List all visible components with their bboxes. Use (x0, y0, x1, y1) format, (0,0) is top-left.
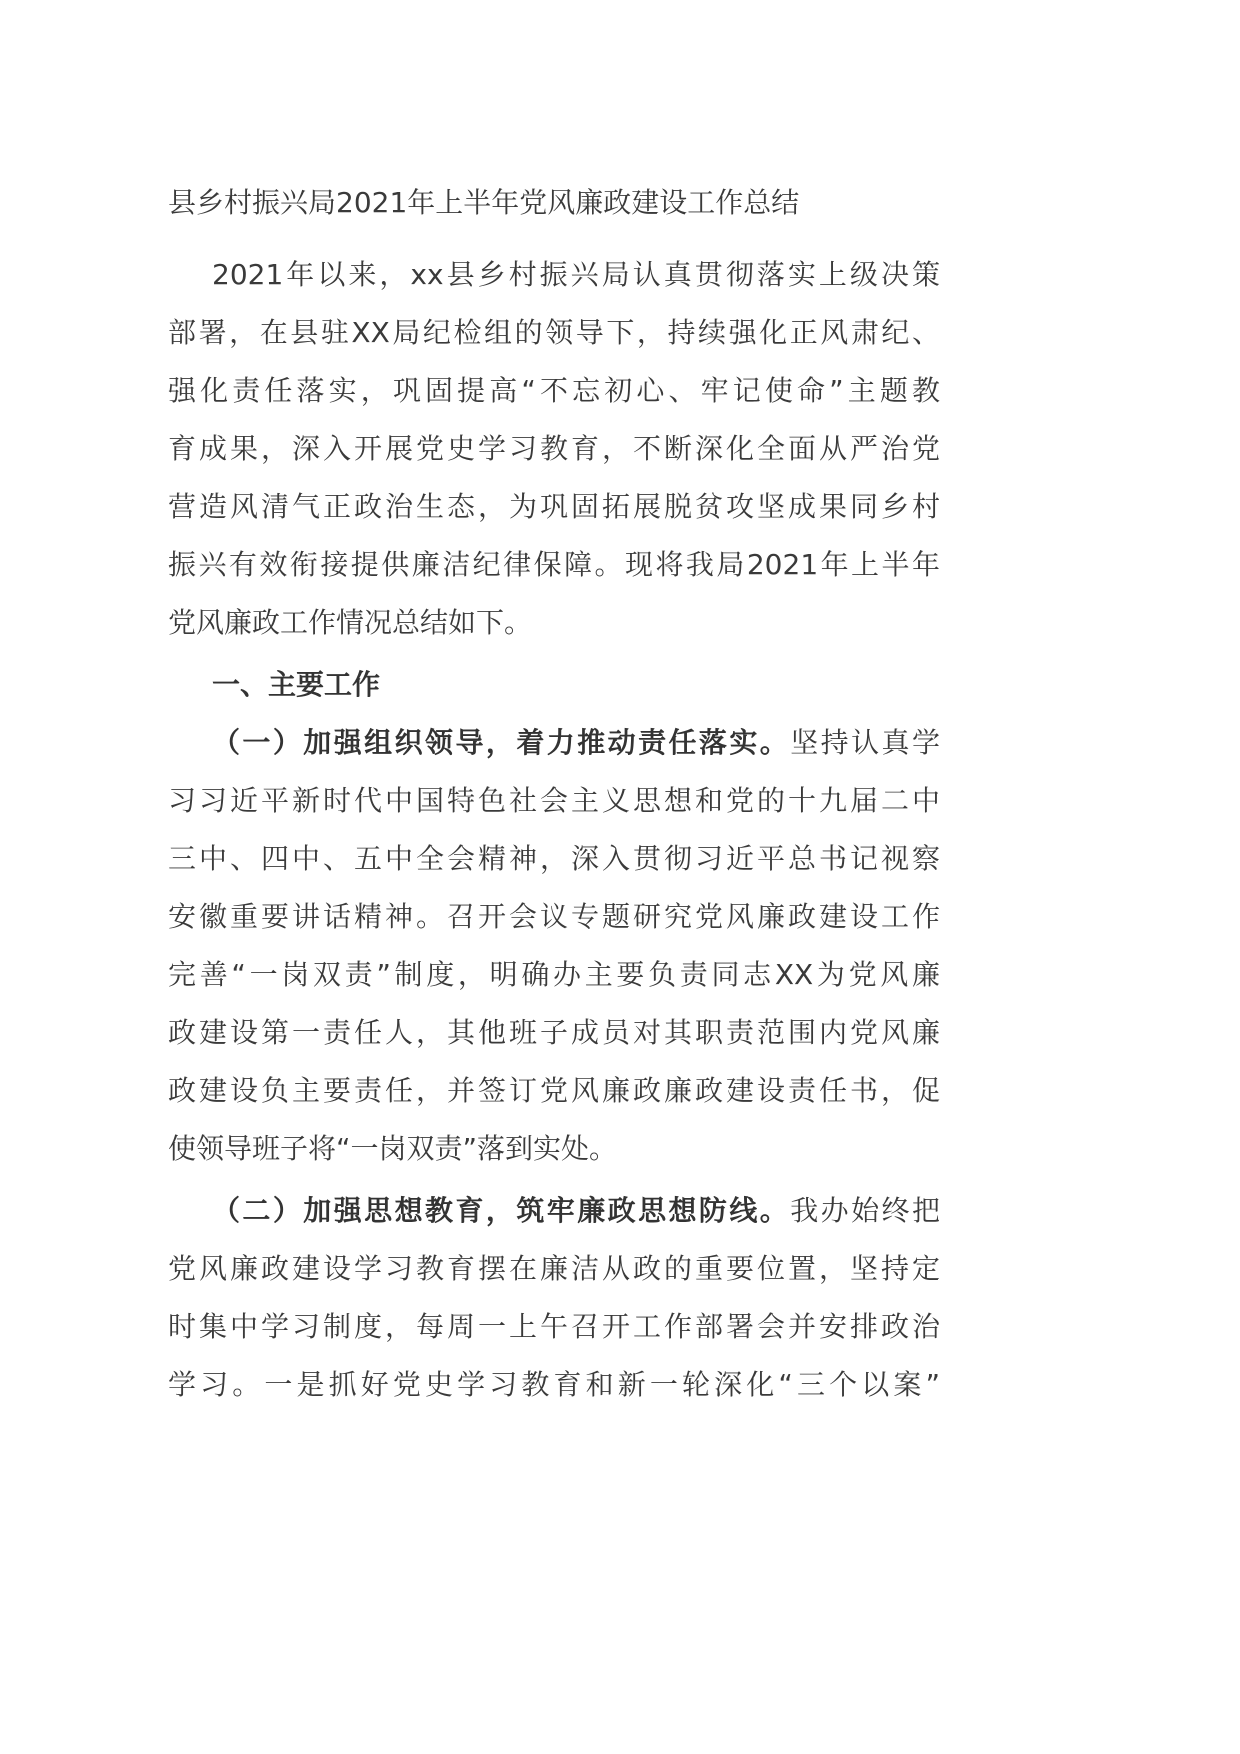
paragraph-line: 党风廉政建设学习教育摆在廉洁从政的重要位置，坚持定 (168, 1252, 940, 1285)
paragraph-line: 完善“一岗双责”制度，明确办主要负责同志XX为党风廉 (168, 958, 940, 991)
paragraph-line: 政建设负主要责任，并签订党风廉政廉政建设责任书，促 (168, 1074, 940, 1107)
paragraph-text: 坚持认真学 (790, 726, 940, 759)
paragraph-line: 政建设第一责任人，其他班子成员对其职责范围内党风廉 (168, 1016, 940, 1049)
paragraph-line: 使领导班子将“一岗双责”落到实处。 (168, 1132, 618, 1165)
paragraph-line: 时集中学习制度，每周一上午召开工作部署会并安排政治 (168, 1310, 940, 1343)
paragraph-line: 营造风清气正政治生态，为巩固拓展脱贫攻坚成果同乡村 (168, 490, 940, 523)
section-heading (212, 665, 940, 705)
section-heading-text: 一、主要工作 (212, 668, 381, 701)
paragraph-line: 部署，在县驻XX局纪检组的领导下，持续强化正风肃纪、 (168, 316, 940, 349)
subsection-first-line (212, 1191, 940, 1231)
paragraph-line: 学习。一是抓好党史学习教育和新一轮深化“三个以案” (168, 1368, 940, 1401)
subsection-first-line (212, 723, 940, 763)
paragraph-line: 2021年以来，xx县乡村振兴局认真贯彻落实上级决策 (212, 258, 940, 291)
paragraph-line: 三中、四中、五中全会精神，深入贯彻习近平总书记视察 (168, 842, 940, 875)
paragraph-line: 安徽重要讲话精神。召开会议专题研究党风廉政建设工作 (168, 900, 940, 933)
paragraph-line: 振兴有效衔接提供廉洁纪律保障。现将我局2021年上半年 (168, 548, 940, 581)
paragraph-line: 习习近平新时代中国特色社会主义思想和党的十九届二中 (168, 784, 940, 817)
subsection-heading: （一）加强组织领导，着力推动责任落实。 (212, 726, 791, 759)
paragraph-line: 党风廉政工作情况总结如下。 (168, 606, 533, 639)
subsection-heading: （二）加强思想教育，筑牢廉政思想防线。 (212, 1194, 791, 1227)
paragraph-line: 强化责任落实，巩固提高“不忘初心、牢记使命”主题教 (168, 374, 940, 407)
paragraph-text: 我办始终把 (790, 1194, 940, 1227)
document-title: 县乡村振兴局2021年上半年党风廉政建设工作总结 (168, 186, 800, 219)
paragraph-line: 育成果，深入开展党史学习教育，不断深化全面从严治党 (168, 432, 940, 465)
